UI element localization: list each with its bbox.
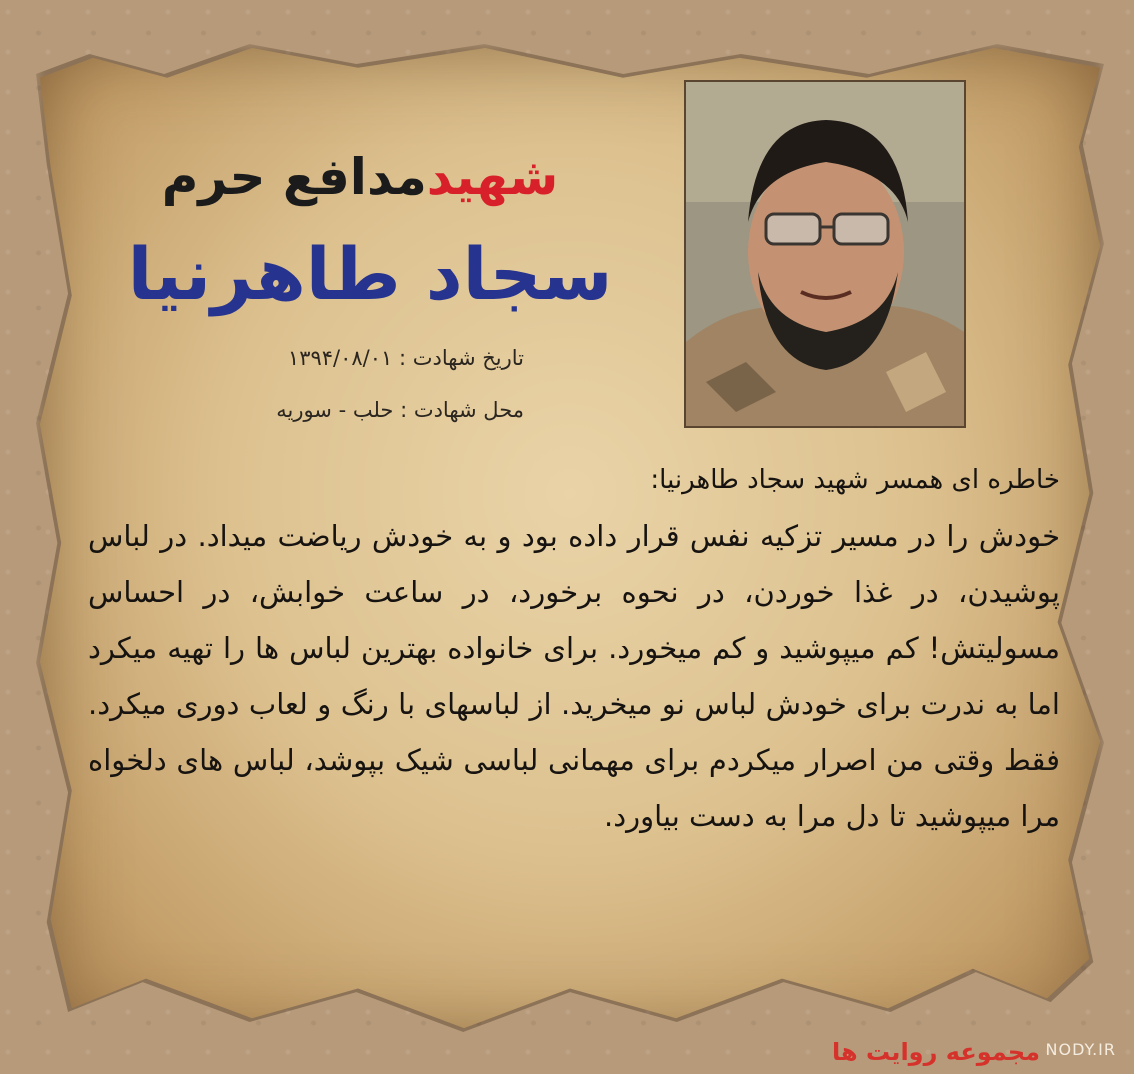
martyr-portrait bbox=[684, 80, 966, 428]
footer-banner: مجموعه روایت ها bbox=[832, 1038, 1040, 1066]
martyrdom-place: محل شهادت : حلب - سوریه bbox=[276, 398, 524, 422]
title-prefix: مدافع حرم bbox=[161, 148, 427, 206]
memoir-text: خودش را در مسیر تزکیه نفس قرار داده بود و به خودش ریاضت میداد. در لباس پوشیدن، در غذا خوردن، در نحوه برخورد، در ساعت خوابش، در احساس مسولیتش! کم میپوشید و کم میخورد. برای خانواده بهترین لباس ها را تهیه میکرد اما به ندرت برای خودش لباس نو میخرید. از لباسهای با رنگ و لعاب دوری میکرد. فقط وقتی من اصرار میکردم برای مهمانی لباسی شیک بپوشد، لباس های دلخواه مرا میپوشید تا دل مرا به دست بیاورد. bbox=[88, 519, 1060, 833]
martyrdom-date: تاریخ شهادت : ۱۳۹۴/۰۸/۰۱ bbox=[287, 346, 524, 370]
title-accent: شهید bbox=[426, 148, 559, 206]
memoir-section bbox=[88, 452, 1060, 844]
portrait-illustration bbox=[686, 82, 964, 426]
memoir-heading: خاطره ای همسر شهید سجاد طاهرنیا: bbox=[650, 465, 1060, 495]
page-title bbox=[100, 148, 620, 206]
site-watermark: NODY.IR bbox=[1045, 1040, 1116, 1059]
martyr-name: سجاد طاهرنیا bbox=[127, 232, 613, 316]
